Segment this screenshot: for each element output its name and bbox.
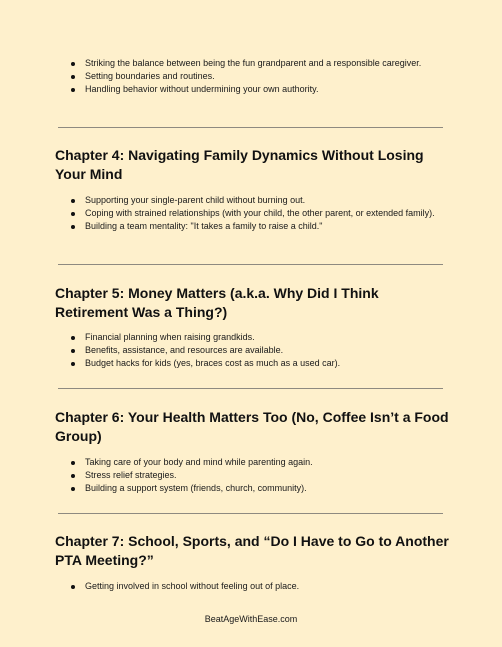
list-item: Building a support system (friends, church, community).	[71, 482, 441, 495]
chapter-7-heading: Chapter 7: School, Sports, and “Do I Have to Go to Another PTA Meeting?”	[55, 533, 449, 568]
chapter-4-bullet-list	[71, 194, 441, 233]
chapter-6-heading: Chapter 6: Your Health Matters Too (No, Coffee Isn’t a Food Group)	[55, 409, 449, 444]
list-item: Coping with strained relationships (with your child, the other parent, or extended family).	[71, 207, 441, 220]
list-item: Stress relief strategies.	[71, 469, 441, 482]
chapter-5-bullet-list	[71, 331, 441, 370]
footer-website: BeatAgeWithEase.com	[204, 614, 298, 624]
list-item: Financial planning when raising grandkids.	[71, 331, 441, 344]
chapter-5-heading: Chapter 5: Money Matters (a.k.a. Why Did I Think Retirement Was a Thing?)	[55, 285, 379, 320]
chapter-4-heading: Chapter 4: Navigating Family Dynamics Without Losing Your Mind	[55, 147, 424, 182]
list-item: Budget hacks for kids (yes, braces cost as much as a used car).	[71, 357, 441, 370]
chapter-7-bullet-list	[71, 580, 441, 593]
list-item: Striking the balance between being the fun grandparent and a responsible caregiver.	[71, 57, 441, 70]
list-item: Benefits, assistance, and resources are available.	[71, 344, 441, 357]
list-item: Taking care of your body and mind while parenting again.	[71, 456, 441, 469]
list-item: Building a team mentality: "It takes a family to raise a child."	[71, 220, 441, 233]
list-item: Handling behavior without undermining your own authority.	[71, 83, 441, 96]
section-divider	[58, 264, 443, 265]
list-item: Getting involved in school without feeling out of place.	[71, 580, 441, 593]
intro-bullet-list	[71, 57, 441, 96]
section-divider	[58, 513, 443, 514]
list-item: Supporting your single-parent child without burning out.	[71, 194, 441, 207]
section-divider	[58, 127, 443, 128]
chapter-6-bullet-list	[71, 456, 441, 495]
section-divider	[58, 388, 443, 389]
list-item: Setting boundaries and routines.	[71, 70, 441, 83]
